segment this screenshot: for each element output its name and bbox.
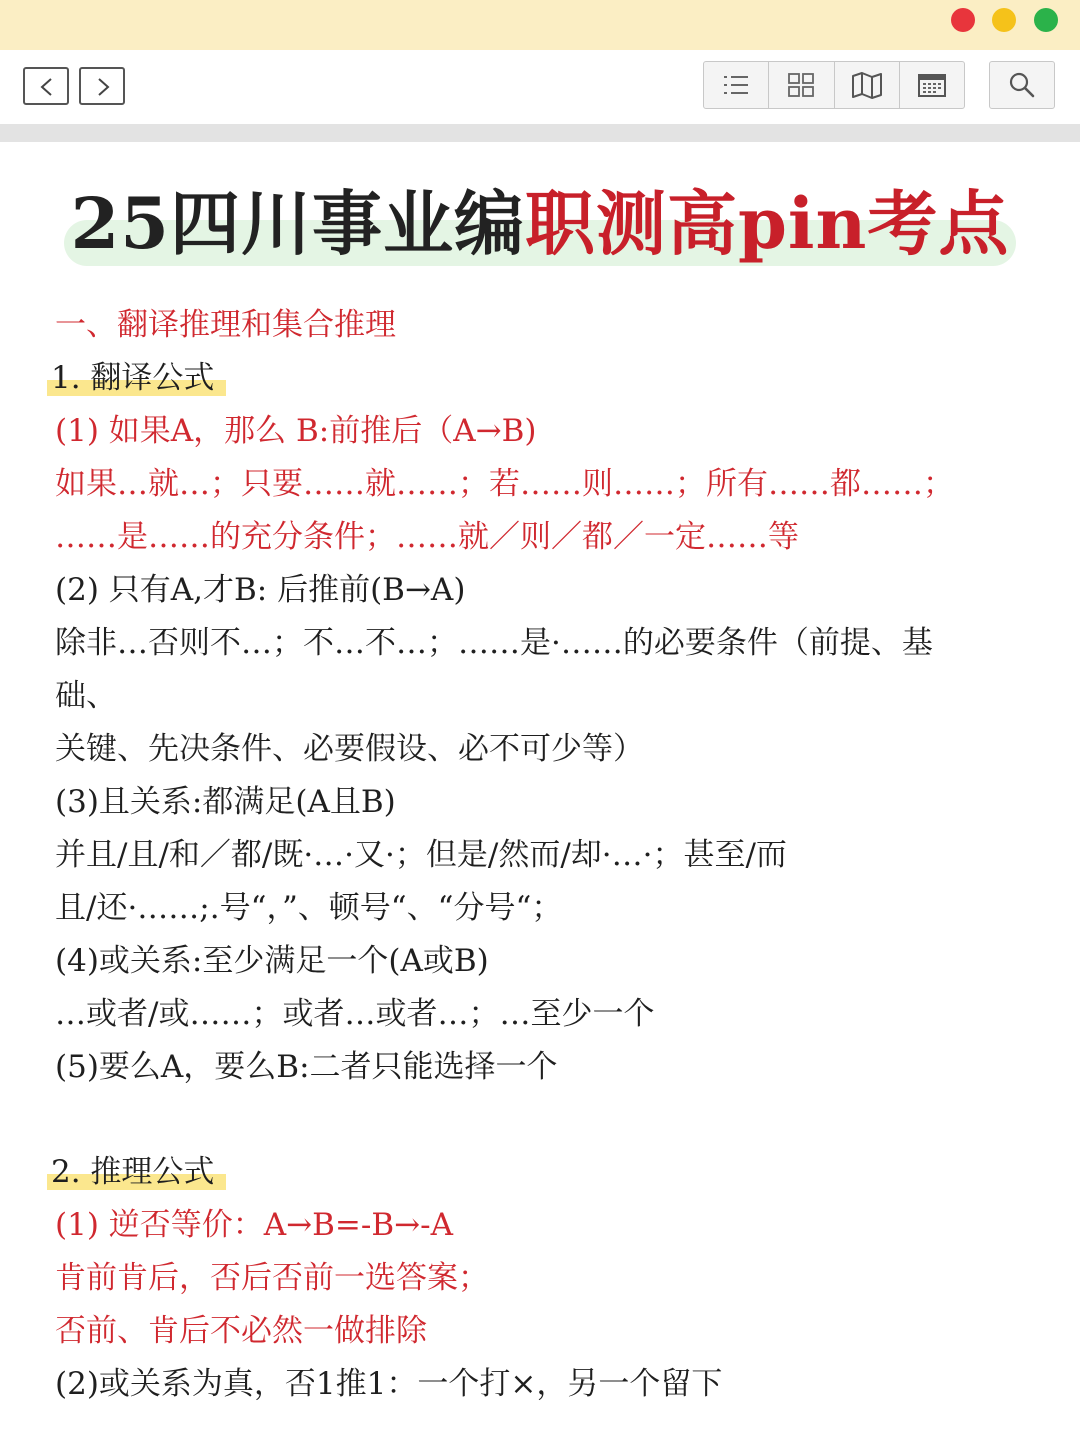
list-icon: [721, 73, 751, 97]
map-icon: [851, 71, 883, 99]
text-line: (1) 如果A，那么 B:前推后（A→B): [55, 413, 537, 449]
text-line: (3)且关系:都满足(A且B): [55, 784, 396, 820]
subheading-label: 2. 推理公式: [47, 1154, 226, 1190]
text-line: 关键、先决条件、必要假设、必不可少等）: [55, 731, 644, 767]
text-line: (2) 只有A,才B: 后推前(B→A): [55, 572, 466, 608]
chevron-left-icon: [38, 77, 56, 97]
chevron-right-icon: [94, 77, 112, 97]
text-line: 否前、肯后不必然一做排除: [55, 1313, 427, 1349]
subheading-label: 1. 翻译公式: [47, 360, 226, 396]
text-line: 如果…就…；只要……就……；若……则……；所有……都……；: [55, 466, 954, 502]
text-line: 并且/且/和／都/既·…·又·；但是/然而/却·…·；甚至/而: [55, 837, 787, 873]
toolbar-divider: [0, 124, 1080, 142]
page-title: [0, 180, 1080, 280]
subheading-reasoning-formula: [51, 1152, 226, 1192]
map-view-button[interactable]: [835, 62, 900, 108]
close-dot[interactable]: [951, 8, 975, 32]
forward-button[interactable]: [79, 67, 125, 105]
zoom-dot[interactable]: [1034, 8, 1058, 32]
title-part-red: 职测高pin考点: [524, 182, 1010, 265]
subheading-translation-formula: [51, 358, 226, 398]
text-line: (5)要么A，要么B:二者只能选择一个: [55, 1049, 558, 1085]
window-titlebar: [0, 0, 1080, 50]
text-line: 础、: [55, 678, 117, 714]
text-line: (4)或关系:至少满足一个(A或B): [55, 943, 489, 979]
search-icon: [1008, 71, 1036, 99]
calendar-view-button[interactable]: [900, 62, 964, 108]
view-switcher: [703, 61, 965, 109]
text-line: 肯前肯后，否后否前一选答案；: [55, 1260, 489, 1296]
text-line: 除非…否则不…；不…不…；……是·……的必要条件（前提、基: [55, 625, 933, 661]
minimize-dot[interactable]: [992, 8, 1016, 32]
grid-view-button[interactable]: [769, 62, 834, 108]
text-line: 且/还·……;.号“，”、顿号“、“分号“；: [55, 890, 563, 926]
list-view-button[interactable]: [704, 62, 769, 108]
title-part-black: 25四川事业编: [70, 182, 525, 265]
toolbar: [0, 50, 1080, 124]
text-line: (2)或关系为真，否1推1：一个打×，另一个留下: [55, 1366, 723, 1402]
calendar-icon: [917, 72, 947, 98]
section-heading: 一、翻译推理和集合推理: [55, 307, 396, 343]
grid-icon: [787, 72, 815, 98]
search-button[interactable]: [989, 61, 1055, 109]
text-line: ……是……的充分条件；……就／则／都／一定……等: [55, 519, 799, 555]
text-line: (1) 逆否等价：A→B=-B→-A: [55, 1207, 453, 1243]
back-button[interactable]: [23, 67, 69, 105]
title-text: [0, 182, 1080, 266]
text-line: …或者/或……；或者…或者…；…至少一个: [55, 996, 655, 1032]
